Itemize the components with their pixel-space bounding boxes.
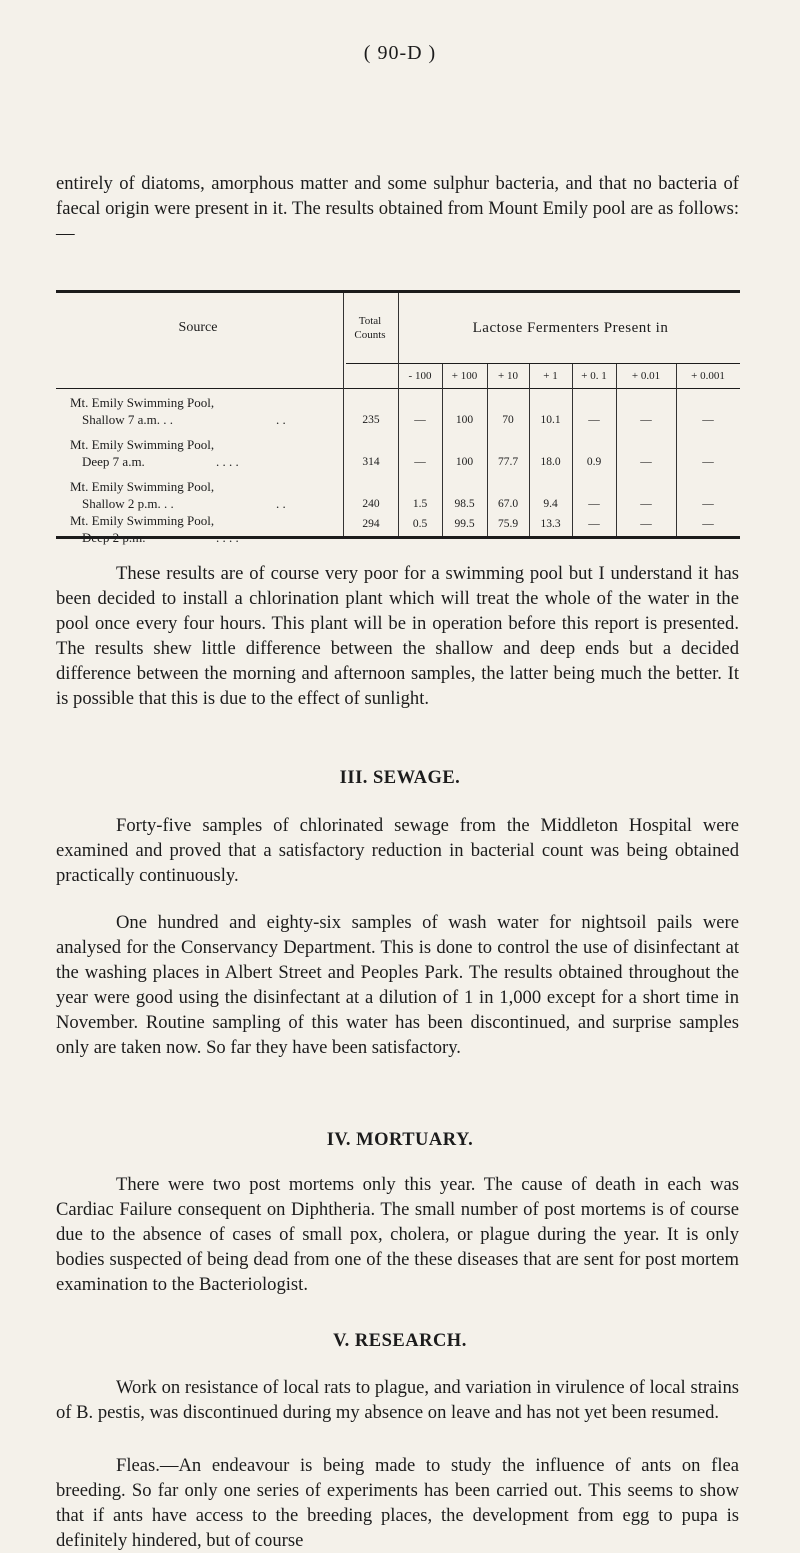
table-cell: 100 [455,414,474,426]
table-cell: — [640,414,652,426]
table-cell: 98.5 [454,498,475,510]
total-count: 240 [362,498,380,510]
table-cell: — [702,456,714,468]
table-row-source [56,436,340,470]
table-cell: 75.9 [497,518,519,530]
total-count: 235 [362,414,380,426]
intro-paragraph: entirely of diatoms, amorphous matter and some sulphur bacteria, and that no bacteria of faecal origin were present in it. The results obtained from Mount Emily pool are as follows:— [56,173,739,244]
table-cell: 77.7 [497,456,519,468]
row-source-line1: Mt. Emily Swimming Pool, [70,513,215,528]
dilution-header: + 0.001 [691,370,725,382]
table-cell: 67.0 [497,498,519,510]
paragraph-research-1: Work on resistance of local rats to plague, and variation in virulence of local strains of B. pestis, was discontinued during my absence on leave and has not yet been resumed. [56,1377,739,1423]
table-cell: — [414,456,426,468]
row-source-line2: Shallow 7 a.m. . . [82,412,173,427]
heading-mortuary: IV. MORTUARY. [326,1130,474,1150]
total-count: 314 [362,456,380,468]
paragraph-results: These results are of course very poor for a swimming pool but I understand it has been decided to install a chlorination plant which will treat the whole of the water in the pool once every four hours. This plant will be in operation before this report is presented. The results shew little difference between the shallow and deep ends but a decided difference between the morning and afternoon samples, the latter being much the better. It is possible that this is due to the effect of sunlight. [56,563,739,709]
table-cell: 70 [502,414,514,426]
table-cell: — [588,498,600,510]
header-total-counts [344,314,396,342]
table-cell: 100 [455,456,474,468]
paragraph-research-2: Fleas.—An endeavour is being made to study the influence of ants on flea breeding. So far only one series of experiments has been carried out. This seems to show that if ants have access to the breeding places, the development from egg to pupa is definitely hindered, but of course [56,1455,739,1551]
table-row-source [56,512,340,546]
col-divider [487,364,488,536]
row-leader-dots: . . [276,412,286,427]
col-divider [442,364,443,536]
table-cell: — [640,456,652,468]
col-divider [529,364,530,536]
dilution-header: + 10 [498,370,518,382]
col-divider [676,364,677,536]
row-source-line2: Deep 2 p.m. [82,530,146,545]
header-total-line2: Counts [354,329,386,341]
table-cell: 10.1 [540,414,561,426]
heading-research: V. RESEARCH. [333,1331,467,1351]
paragraph-mortuary: There were two post mortems only this year. The cause of death in each was Cardiac Failure consequent on Diphtheria. The small number of post mortems is of course due to the absence of cases of small pox, cholera, or plague during the year. It is only bodies suspected of being dead from one of the these diseases that are sent for post mortem examination to the Bacteriologist. [56,1174,739,1295]
table-cell: — [588,414,600,426]
total-count: 294 [362,518,380,530]
dilution-header: + 100 [451,370,478,382]
table-cell: 13.3 [540,518,561,530]
lactose-header-rule [346,363,740,364]
table-cell: 1.5 [412,498,428,510]
row-leader-dots: . . . . [216,530,239,545]
results-table [56,290,740,545]
row-source-line1: Mt. Emily Swimming Pool, [70,437,215,452]
paragraph-sewage-1: Forty-five samples of chlorinated sewage from the Middleton Hospital were examined and proved that a satisfactory reduction in bacterial count was being obtained practically continuously. [56,815,739,886]
table-cell: — [640,498,652,510]
table-cell: — [588,518,600,530]
table-row-source [56,478,340,512]
dilution-header: + 1 [543,370,558,382]
table-cell: 0.9 [586,456,602,468]
row-source-line2: Deep 7 a.m. [82,454,145,469]
dilution-header: - 100 [408,370,432,382]
table-cell: — [702,498,714,510]
header-total-line1: Total [358,315,382,327]
table-cell: — [414,414,426,426]
table-cell: 99.5 [454,518,475,530]
header-lactose: Lactose Fermenters Present in [472,320,669,336]
row-leader-dots: . . [276,496,286,511]
table-cell: 9.4 [543,498,558,510]
page-number: ( 90-D ) [363,42,437,64]
dilution-header: + 0.01 [631,370,661,382]
table-cell: 0.5 [412,518,428,530]
table-cell: — [640,518,652,530]
col-divider [572,364,573,536]
row-source-line1: Mt. Emily Swimming Pool, [70,395,215,410]
col-divider [616,364,617,536]
row-source-line2: Shallow 2 p.m. . . [82,496,174,511]
header-source: Source [178,320,218,335]
paragraph-sewage-2: One hundred and eighty-six samples of wash water for nightsoil pails were analysed for the Conservancy Department. This is done to control the use of disinfectant at the washing places in Albert Street and Peoples Park. The results obtained throughout the year were good using the disinfectant at a dilution of 1 in 1,000 except for a short time in November. Routine sampling of this water has been discontinued, and surprise samples only are taken now. So far they have been satisfactory. [56,912,739,1058]
row-source-line1: Mt. Emily Swimming Pool, [70,479,215,494]
table-cell: 18.0 [540,456,561,468]
table-cell: — [702,518,714,530]
table-row-source [56,394,340,428]
table-cell: — [702,414,714,426]
heading-sewage: III. SEWAGE. [339,768,461,788]
dilution-header: + 0. 1 [581,370,607,382]
row-leader-dots: . . . . [216,454,239,469]
